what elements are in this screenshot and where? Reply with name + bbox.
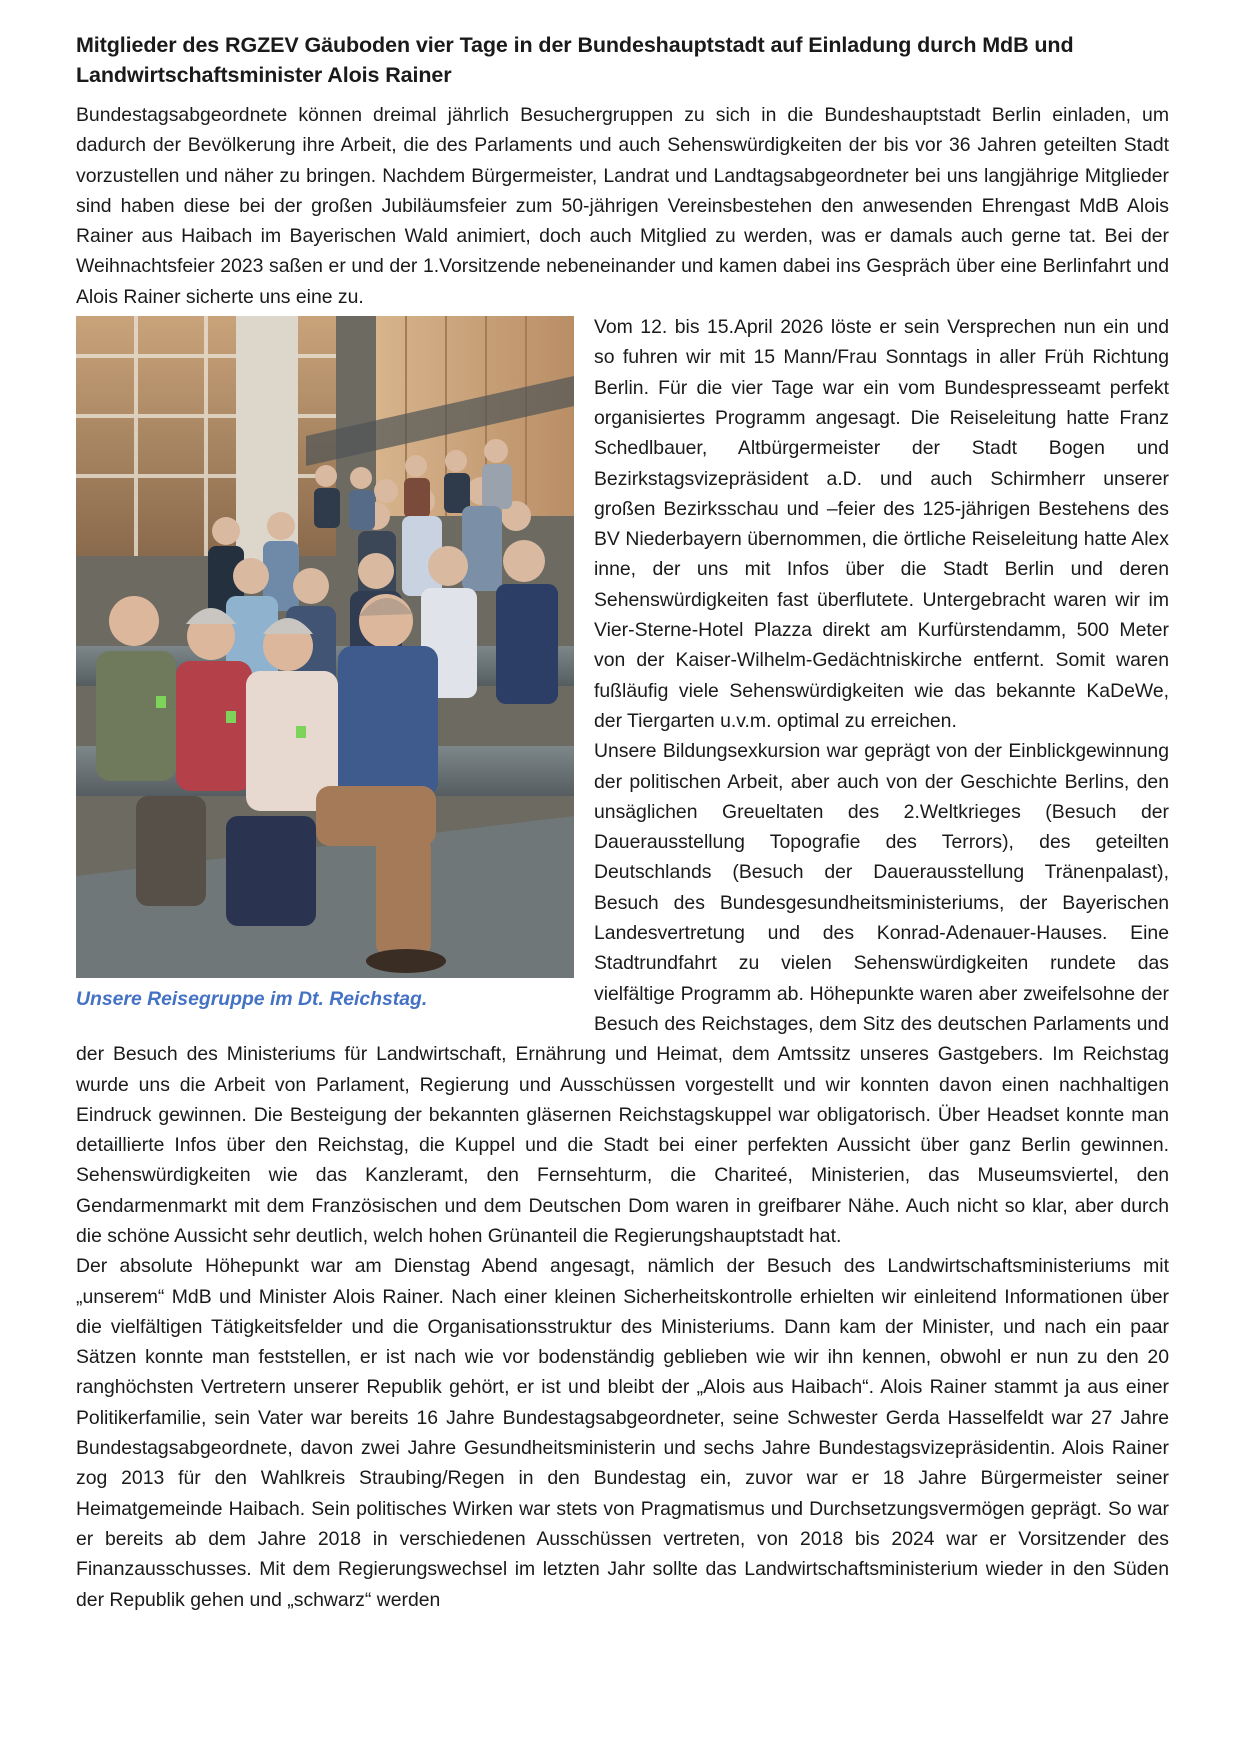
article-title: Mitglieder des RGZEV Gäuboden vier Tage in der Bundeshauptstadt auf Einladung durch MdB und Landwirtschaftsminister Alois Rainer (76, 33, 1074, 87)
photo-figure (76, 316, 574, 1014)
ministry-paragraph: Der absolute Höhepunkt war am Dienstag Abend angesagt, nämlich der Besuch des Landwirtschaftsministeriums mit „unserem“ MdB und Minister Alois Rainer. Nach einer kleinen Sicherheitskontrolle erhielten wir einleitend Informationen über die vielfältigen Tätigkeitsfelder und die Organisationsstruktur des Ministeriums. Dann kam der Minister, und nach ein paar Sätzen konnte man feststellen, er ist nach wie vor bodenständig geblieben wie wir ihn kennen, obwohl er nun zu den 20 ranghöchsten Vertretern unserer Republik gehört, er ist und bleibt der „Alois aus Haibach“. Alois Rainer stammt ja aus einer Politikerfamilie, sein Vater war bereits 16 Jahre Bundestagsabgeordneter, seine Schwester Gerda Hasselfeldt war 27 Jahre Bundestagsabgeordnete, davon zwei Jahre Gesundheitsministerin und sechs Jahre Bundestagsvizepräsidentin. Alois Rainer zog 2013 für den Wahlkreis Straubing/Regen in den Bundestag ein, zuvor war er 18 Jahre Bürgermeister seiner Heimatgemeinde Haibach. Sein politisches Wirken war stets von Pragmatismus und Durchsetzungsvermögen geprägt. So war er bereits ab dem Jahre 2018 in verschiedenen Ausschüssen vertreten, von 2018 bis 2024 war er Vorsitzender des Finanzausschusses. Mit dem Regierungswechsel im letzten Jahr sollte das Landwirtschaftsministerium wieder in den Süden der Republik gehen und „schwarz“ werden (76, 1255, 1169, 1611)
photo-caption: Unsere Reisegruppe im Dt. Reichstag. (76, 988, 428, 1011)
excursion-paragraph: Unsere Bildungsexkursion war geprägt von der Einblickgewinnung der politischen Arbeit, aber auch von der Geschichte Berlins, den unsäglichen Greueltaten des 2.Weltkrieges (Besuch der Dauerausstellung Topografie des Terrors), des geteilten Deutschlands (Besuch der Dauerausstellung Tränenpalast), Besuch des Bundesgesundheitsministeriums, der Bayerischen Landesvertretung und des Konrad-Adenauer-Hauses. Eine Stadtrundfahrt zu vielen Sehenswürdigkeiten rundete das vielfältige Programm ab. Höhepunkte waren aber zweifelsohne der Besuch des Reichstages, dem Sitz des deutschen Parlaments und der Besuch des Ministeriums für Landwirtschaft, Ernährung und Heimat, dem Amtssitz unseres Gastgebers. Im Reichstag wurde uns die Arbeit von Parlament, Regierung und Ausschüssen vorgestellt und wir konnten davon einen nachhaltigen Eindruck gewinnen. Die Besteigung der bekannten gläsernen Reichstagskuppel war obligatorisch. Über Headset konnte man detaillierte Infos über den Reichstag, die Kuppel und die Stadt bei einer perfekten Aussicht über ganz Berlin gewinnen. Sehenswürdigkeiten wie das Kanzleramt, den Fernsehturm, die Chariteé, Ministerien, das Museumsviertel, den Gendarmenmarkt mit dem Französischen und dem Deutschen Dom waren in greifbarer Nähe. Auch nicht so klar, aber durch die schöne Aussicht sehr deutlich, welch hohen Grünanteil die Regierungshauptstadt hat. (76, 740, 1169, 1247)
intro-paragraph: Bundestagsabgeordnete können dreimal jährlich Besuchergruppen zu sich in die Bundeshauptstadt Berlin einladen, um dadurch der Bevölkerung ihre Arbeit, die des Parlaments und auch Sehenswürdigkeiten der bis vor 36 Jahren geteilten Stadt vorzustellen und näher zu bringen. Nachdem Bürgermeister, Landrat und Landtagsabgeordneter bei uns langjährige Mitglieder sind haben diese bei der großen Jubiläumsfeier zum 50-jährigen Vereinsbestehen den anwesenden Ehrengast MdB Alois Rainer aus Haibach im Bayerischen Wald animiert, doch auch Mitglied zu werden, was er damals auch gerne tat. Bei der Weihnachtsfeier 2023 saßen er und der 1.Vorsitzende nebeneinander und kamen dabei ins Gespräch über eine Berlinfahrt und Alois Rainer sicherte uns eine zu. (76, 104, 1169, 308)
group-photo (76, 316, 574, 978)
trip-paragraph: Vom 12. bis 15.April 2026 löste er sein Versprechen nun ein und so fuhren wir mit 15 Mann/Frau Sonntags in aller Früh Richtung Berlin. Für die vier Tage war ein vom Bundespresseamt perfekt organisiertes Programm angesagt. Die Reiseleitung hatte Franz Schedlbauer, Altbürgermeister der Stadt Bogen und Bezirkstagsvizepräsident a.D. und auch Schirmherr unserer großen Bezirksschau und –feier des 125-jährigen Bestehens des BV Niederbayern übernommen, die örtliche Reiseleitung hatte Alex inne, der uns mit Infos über die Stadt Berlin und deren Sehenswürdigkeiten fast überflutete. Untergebracht waren wir im Vier-Sterne-Hotel Plazza direkt am Kurfürstendamm, 500 Meter von der Kaiser-Wilhelm-Gedächtniskirche entfernt. Somit waren fußläufig viele Sehenswürdigkeiten wie das bekannte KaDeWe, der Tiergarten u.v.m. optimal zu erreichen. (594, 316, 1169, 732)
article (76, 30, 1169, 1615)
